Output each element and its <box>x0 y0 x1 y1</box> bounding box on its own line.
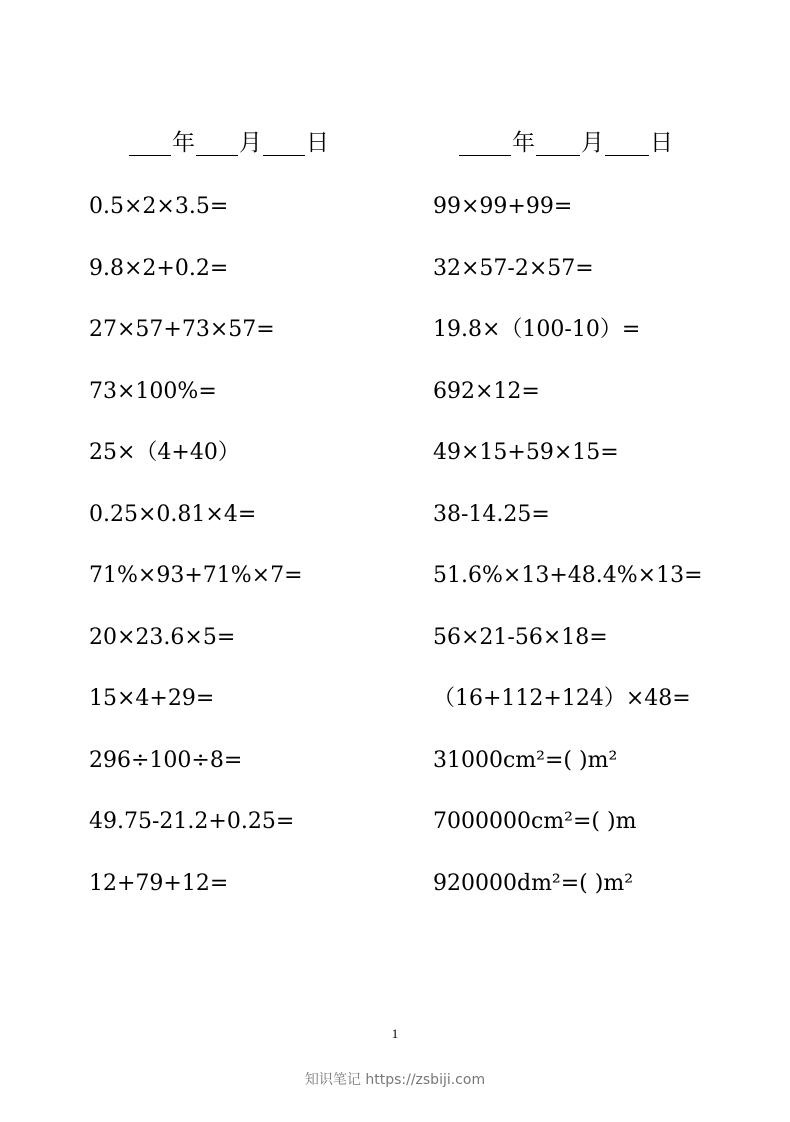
day-blank[interactable] <box>605 129 649 156</box>
month-label: 月 <box>581 130 604 156</box>
problem-item: 56×21-56×18= <box>433 624 608 650</box>
problem-item: 49×15+59×15= <box>433 440 619 465</box>
problem-item: 920000dm²=( )m² <box>433 870 634 896</box>
problem-item: 38-14.25= <box>433 501 550 527</box>
month-blank[interactable] <box>536 129 580 156</box>
problem-item: 31000cm²=( )m² <box>433 747 618 773</box>
problem-item: 32×57-2×57= <box>433 255 594 281</box>
problem-column-right <box>433 192 703 930</box>
date-line-right <box>459 126 674 158</box>
month-label: 月 <box>239 130 262 156</box>
problem-item: 0.5×2×3.5= <box>89 194 229 219</box>
problem-item: 15×4+29= <box>89 686 215 711</box>
day-label: 日 <box>306 130 329 156</box>
problem-item: 71%×93+71%×7= <box>89 563 303 588</box>
problem-item: 99×99+99= <box>433 194 573 219</box>
year-label: 年 <box>172 130 195 156</box>
problem-item: 7000000cm²=( )m <box>433 809 637 834</box>
year-label: 年 <box>512 130 535 156</box>
problem-item: 0.25×0.81×4= <box>89 501 257 527</box>
problem-column-left <box>89 192 303 930</box>
year-blank[interactable] <box>459 129 511 156</box>
problem-item: 27×57+73×57= <box>89 317 275 342</box>
month-blank[interactable] <box>196 129 238 156</box>
problem-item: 19.8×（100-10）= <box>433 317 641 342</box>
problem-item: 12+79+12= <box>89 870 229 896</box>
problem-item: 73×100%= <box>89 378 217 404</box>
page-number: 1 <box>391 1026 399 1041</box>
problem-item: 9.8×2+0.2= <box>89 255 229 281</box>
problem-item: 296÷100÷8= <box>89 747 243 773</box>
year-blank[interactable] <box>129 129 171 156</box>
day-blank[interactable] <box>263 129 305 156</box>
problem-item: 692×12= <box>433 378 540 404</box>
problem-item: 25×（4+40） <box>89 440 240 465</box>
problem-item: 20×23.6×5= <box>89 624 236 650</box>
footer-watermark: 知识笔记 https://zsbiji.com <box>304 1072 486 1088</box>
problem-item: （16+112+124）×48= <box>433 686 691 711</box>
problem-item: 49.75-21.2+0.25= <box>89 809 295 834</box>
day-label: 日 <box>650 130 673 156</box>
date-line-left <box>129 126 330 158</box>
problem-item: 51.6%×13+48.4%×13= <box>433 563 703 588</box>
